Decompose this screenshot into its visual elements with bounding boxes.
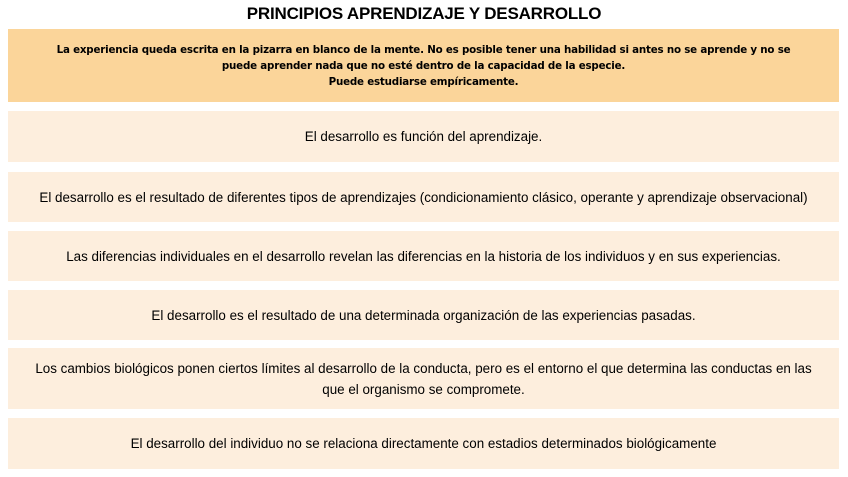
principle-text-6: El desarrollo del individuo no se relaciona directamente con estadios determinados biológicamente <box>130 436 717 451</box>
principle-box-2 <box>8 172 839 222</box>
principle-text-5: Los cambios biológicos ponen ciertos límites al desarrollo de la conducta, pero es el entorno el que determina las conductas en las que el organismo se compromete. <box>35 360 812 397</box>
principle-box-3 <box>8 231 839 281</box>
principle-text-2: El desarrollo es el resultado de diferentes tipos de aprendizajes (condicionamiento clásico, operante y aprendizaje observacional) <box>39 189 808 205</box>
intro-box <box>8 29 839 102</box>
principle-text-3: Las diferencias individuales en el desarrollo revelan las diferencias en la historia de los individuos y en sus experiencias. <box>66 248 781 264</box>
intro-line-2: puede aprender nada que no esté dentro de la capacidad de la especie. <box>221 59 626 72</box>
principle-box-4 <box>8 290 839 340</box>
intro-line-1: La experiencia queda escrita en la pizarra en blanco de la mente. No es posible tener una habilidad si antes no se aprende y no se <box>56 43 791 56</box>
principle-box-1 <box>8 111 839 162</box>
intro-line-3: Puede estudiarse empíricamente. <box>328 75 519 88</box>
principle-text-4: El desarrollo es el resultado de una determinada organización de las experiencias pasadas. <box>151 307 696 323</box>
principle-text-1: El desarrollo es función del aprendizaje. <box>304 129 543 144</box>
principle-box-5 <box>8 348 839 409</box>
page-title: PRINCIPIOS APRENDIZAJE Y DESARROLLO <box>246 4 602 23</box>
principle-box-6 <box>8 418 839 469</box>
